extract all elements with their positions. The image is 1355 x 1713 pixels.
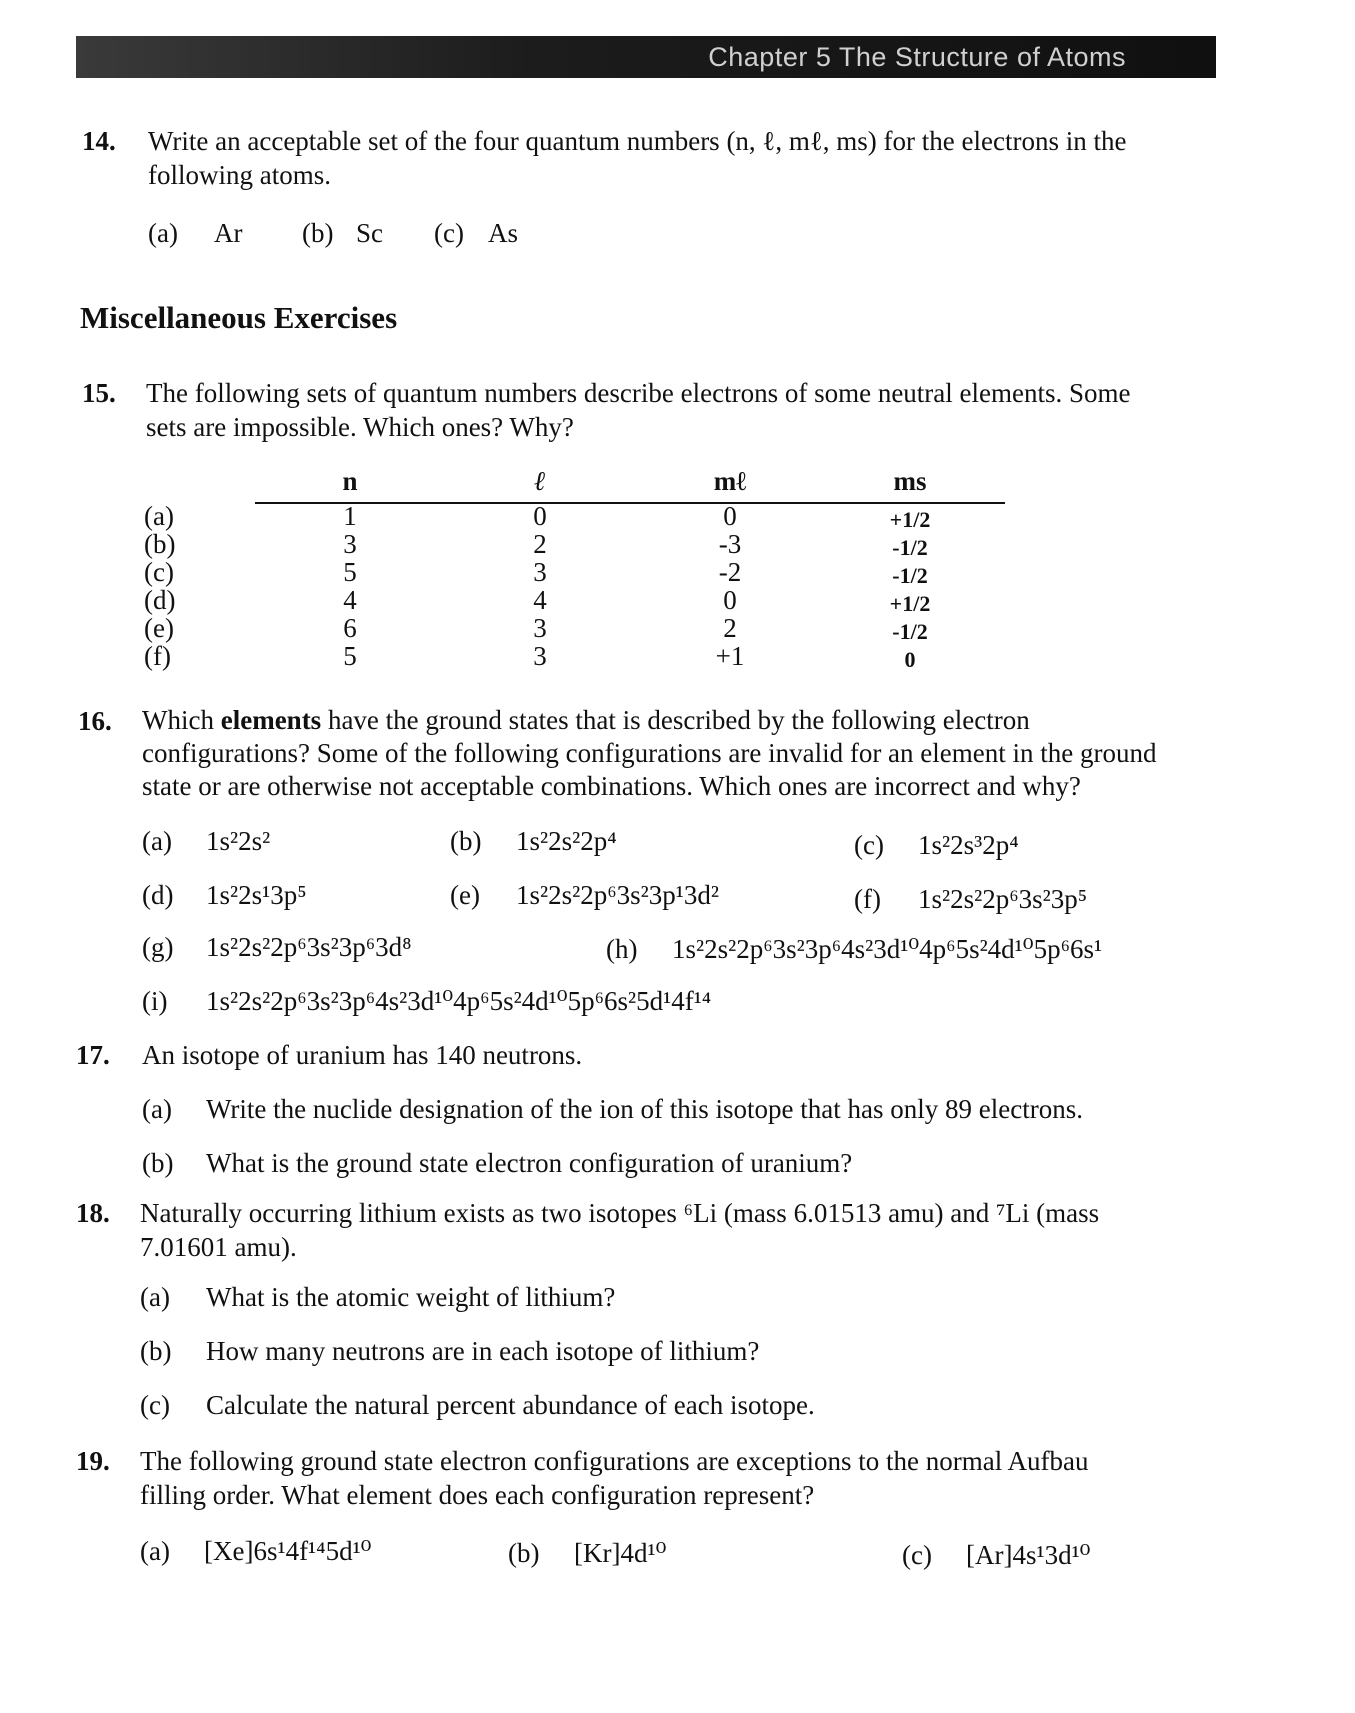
table-header-l: ℓ	[534, 466, 546, 496]
option-value: Ar	[214, 218, 243, 248]
electron-config: 1s²2s²2p⁶3s²3p¹3d²	[516, 880, 719, 910]
table-cell-ms: +1/2	[889, 591, 931, 616]
table-cell-ms: 0	[904, 647, 916, 672]
table-cell-n: 3	[343, 529, 357, 559]
text-fragment-bold: elements	[220, 705, 322, 735]
question-text-line: filling order. What element does each configuration represent?	[140, 1480, 815, 1510]
question-number: 19.	[76, 1446, 110, 1476]
table-cell-n: 6	[343, 613, 357, 643]
electron-config: 1s²2s²2p⁶3s²3p⁶4s²3d¹⁰4p⁶5s²4d¹⁰5p⁶6s¹	[672, 934, 1103, 964]
table-cell-l: 3	[533, 557, 547, 587]
table-cell-ms: -1/2	[892, 563, 928, 588]
chapter-header-bar	[76, 36, 1216, 78]
question-text-line: sets are impossible. Which ones? Why?	[146, 412, 574, 442]
question-text-line: 7.01601 amu).	[140, 1232, 297, 1262]
option-value: As	[488, 218, 519, 248]
electron-config: 1s²2s¹3p⁵	[206, 880, 307, 910]
question-text-line: following atoms.	[148, 160, 331, 190]
question-text-line: The following sets of quantum numbers describe electrons of some neutral elements. Some	[146, 378, 1131, 408]
table-header-ml: mℓ	[713, 466, 747, 496]
table-cell-ml: 0	[723, 501, 737, 531]
electron-config: 1s²2s²2p⁴	[516, 826, 617, 856]
part-text: How many neutrons are in each isotope of lithium?	[206, 1336, 760, 1366]
table-header-n: n	[342, 466, 358, 496]
table-row-label: (b)	[144, 529, 176, 559]
question-text-line: Naturally occurring lithium exists as two isotopes ⁶Li (mass 6.01513 amu) and ⁷Li (mass	[140, 1198, 1100, 1228]
question-number: 17.	[76, 1040, 110, 1070]
question-text	[142, 704, 1156, 803]
table-cell-ml: 2	[723, 613, 737, 643]
electron-config: 1s²2s²2p⁶3s²3p⁶3d⁸	[206, 932, 412, 962]
question-number: 16.	[78, 706, 112, 736]
section-heading: Miscellaneous Exercises	[80, 300, 398, 335]
electron-config: [Xe]6s¹4f¹⁴5d¹⁰	[204, 1536, 372, 1566]
table-cell-ml: 0	[723, 585, 737, 615]
part-label: (c)	[140, 1390, 170, 1420]
electron-config: 1s²2s²2p⁶3s²3p⁵	[918, 884, 1088, 914]
table-cell-l: 2	[533, 529, 547, 559]
option-label: (a)	[142, 826, 172, 856]
table-cell-n: 4	[343, 585, 357, 615]
option-label: (b)	[508, 1538, 540, 1568]
table-cell-n: 5	[343, 557, 357, 587]
table-row-label: (e)	[144, 613, 174, 643]
question-text-line: configurations? Some of the following configurations are invalid for an element in the ground	[142, 738, 1157, 768]
part-label: (a)	[140, 1282, 170, 1312]
question-number: 15.	[82, 378, 116, 408]
option-label: (e)	[450, 880, 480, 910]
part-label: (b)	[140, 1336, 172, 1366]
table-cell-n: 1	[343, 501, 357, 531]
electron-config: 1s²2s²	[206, 826, 271, 856]
option-label: (c)	[434, 218, 464, 248]
table-cell-ms: +1/2	[889, 507, 931, 532]
option-label: (b)	[450, 826, 482, 856]
question-text	[148, 124, 1126, 192]
electron-config: 1s²2s²2p⁶3s²3p⁶4s²3d¹⁰4p⁶5s²4d¹⁰5p⁶6s²5d¹4f¹⁴	[206, 986, 712, 1016]
part-text: Calculate the natural percent abundance of each isotope.	[206, 1390, 815, 1420]
table-row-label: (c)	[144, 557, 174, 587]
table-row-label: (a)	[144, 501, 174, 531]
part-text: Write the nuclide designation of the ion of this isotope that has only 89 electrons.	[206, 1094, 1083, 1124]
option-label: (f)	[854, 884, 881, 914]
electron-config: [Kr]4d¹⁰	[574, 1538, 667, 1568]
electron-config: [Ar]4s¹3d¹⁰	[966, 1540, 1091, 1570]
option-label: (d)	[142, 880, 174, 910]
part-label: (a)	[142, 1094, 172, 1124]
table-cell-l: 3	[533, 641, 547, 671]
table-cell-ms: -1/2	[892, 535, 928, 560]
option-value: Sc	[356, 218, 383, 248]
table-cell-ms: -1/2	[892, 619, 928, 644]
question-text: An isotope of uranium has 140 neutrons.	[142, 1040, 583, 1070]
table-cell-l: 0	[533, 501, 547, 531]
table-cell-l: 4	[533, 585, 547, 615]
table-row-label: (d)	[144, 585, 176, 615]
question-text	[140, 1444, 1088, 1512]
table-cell-l: 3	[533, 613, 547, 643]
question-number: 14.	[82, 126, 116, 156]
question-text-line: The following ground state electron configurations are exceptions to the normal Aufbau	[140, 1446, 1089, 1476]
table-row-label: (f)	[144, 641, 171, 671]
table-cell-ml: +1	[715, 641, 745, 671]
question-text	[140, 1196, 1099, 1264]
option-label: (h)	[606, 934, 638, 964]
option-label: (c)	[902, 1540, 932, 1570]
question-text	[146, 376, 1131, 444]
option-label: (a)	[140, 1536, 170, 1566]
electron-config: 1s²2s³2p⁴	[918, 830, 1019, 860]
table-header-ms: ms	[893, 466, 927, 496]
part-text: What is the ground state electron configuration of uranium?	[206, 1148, 853, 1178]
question-number: 18.	[76, 1198, 110, 1228]
option-label: (a)	[148, 218, 178, 248]
table-cell-ml: -2	[718, 557, 742, 587]
option-label: (b)	[302, 218, 334, 248]
table-cell-n: 5	[343, 641, 357, 671]
question-text-line: Write an acceptable set of the four quantum numbers (n, ℓ, mℓ, ms) for the electrons in the	[148, 126, 1127, 156]
question-text-line	[142, 704, 1156, 737]
chapter-title: Chapter 5 The Structure of Atoms	[708, 42, 1126, 72]
option-label: (c)	[854, 830, 884, 860]
table-cell-ml: -3	[718, 529, 742, 559]
option-label: (i)	[142, 986, 168, 1016]
question-text-line: state or are otherwise not acceptable combinations. Which ones are incorrect and why?	[142, 771, 1081, 801]
option-label: (g)	[142, 932, 174, 962]
part-text: What is the atomic weight of lithium?	[206, 1282, 616, 1312]
text-fragment: have the ground states that is described by the following electron	[327, 705, 1030, 735]
text-fragment: Which	[142, 705, 214, 735]
part-label: (b)	[142, 1148, 174, 1178]
